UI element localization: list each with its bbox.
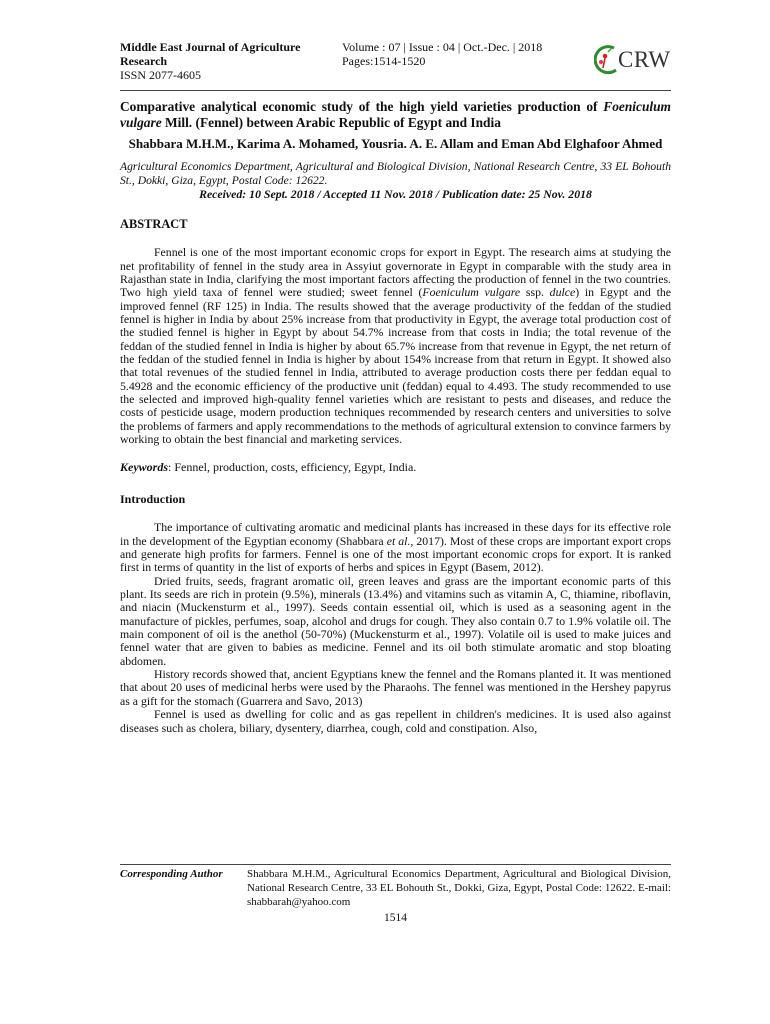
introduction-heading: Introduction: [120, 492, 186, 507]
article-title: [120, 99, 671, 130]
keywords-label: Keywords: [120, 460, 168, 475]
corresponding-label: Corresponding Author: [120, 868, 223, 880]
author-list: Shabbara M.H.M., Karima A. Mohamed, Yousria. A. E. Allam and Eman Abd Elghafoor Ahmed: [128, 136, 663, 151]
intro-paragraph-1: The importance of cultivating aromatic and medicinal plants has increased in these days for its effective role in the development of the Egyptian economy (Shabbara et al., 2017). Most of these crops are important export crops and generate high profits for farmers. Fennel is one of the most important economic crops for export. It is ranked first in terms of quantity in the list of exports of herbs and spices in Egypt (Basem, 2012).: [120, 520, 671, 575]
issn: ISSN 2077-4605: [120, 68, 202, 82]
volume-line: Volume : 07 | Issue : 04 | Oct.-Dec. | 2018: [342, 40, 543, 54]
pages-line: Pages:1514-1520: [342, 54, 426, 68]
keywords-text: : Fennel, production, costs, efficiency, Egypt, India.: [168, 460, 417, 475]
page-number: 1514: [384, 912, 407, 924]
affiliation: Agricultural Economics Department, Agricultural and Biological Division, National Research Centre, 33 EL Bohouth St., Dokki, Giza, Egypt, Postal Code: 12622.: [120, 160, 671, 187]
footnote-rule: [120, 864, 671, 865]
header-rule: [120, 90, 671, 91]
abstract-text: Fennel is one of the most important economic crops for export in Egypt. The research aims at studying the net profitability of fennel in the study area in Assyiut governorate in Egypt in comparable with the study area in Rajasthan state in India, clarifying the most important factors affecting the production of fennel in the two countries. Two high yield taxa of fennel were studied; sweet fennel (Foeniculum vulgare ssp. dulce) in Egypt and the improved fennel (RF 125) in India. The results showed that the average productivity of the feddan of the studied fennel is higher in India by about 25% increase from that productivity in Egypt, the average total production cost of the studied fennel is higher in Egypt by about 54.7% increase from that costs in India; the total revenue of the feddan of the studied fennel in India is higher by about 65.7% increase from that revenue in Egypt, the net return of the feddan of the studied fennel in India is higher by about 154% increase from that return in Egypt. It showed also that total revenues of the studied fennel in India, attributed to average production costs there per feddan equal to 5.4928 and the economic efficiency of the productive unit (feddan) equal to 4.493. The study recommended to use the selected and improved high-quality fennel varieties which are resistant to pests and diseases, and reduce the costs of pesticide usage, modern production techniques recommended by research centers and universities to solve the problems of farmers and apply recommendations to the methods of agricultural extension to convince farmers by working to obtain the best financial and marketing services.: [120, 245, 672, 446]
journal-header: [120, 40, 671, 88]
journal-info: [120, 40, 335, 82]
title-species: Foeniculum vulgare: [120, 99, 671, 130]
journal-name: Middle East Journal of Agriculture Research: [120, 40, 301, 68]
keywords: [120, 460, 671, 474]
logo-text: CRW: [618, 47, 671, 72]
received-dates: Received: 10 Sept. 2018 / Accepted 11 Nov. 2018 / Publication date: 25 Nov. 2018: [199, 187, 592, 202]
crw-logo: [594, 43, 670, 77]
intro-paragraph-3: History records showed that, ancient Egyptians knew the fennel and the Romans planted it. It was mentioned that about 20 uses of medicinal herbs were used by the Pharaohs. The fennel was mentioned in the Hershey papyrus as a gift for the stomach (Guarrera and Savo, 2013): [120, 667, 671, 708]
corresponding-text: Shabbara M.H.M., Agricultural Economics Department, Agricultural and Biological Division, National Research Centre, 33 EL Bohouth St., Dokki, Giza, Egypt, Postal Code: 12622. E-mail: shabbarah@yahoo.com: [247, 868, 671, 908]
title-text: Comparative analytical economic study of the high yield varieties production of: [120, 99, 598, 114]
title-text-2: Mill. (Fennel) between Arabic Republic of Egypt and India: [161, 114, 501, 130]
paper-page: [120, 40, 671, 735]
abstract-heading: ABSTRACT: [120, 217, 188, 232]
intro-paragraph-4: Fennel is used as dwelling for colic and as gas repellent in children's medicines. It is used also against diseases such as cholera, biliary, dysentery, diarrhea, cough, cold and constipation. Also,: [120, 707, 671, 735]
volume-info: [342, 40, 542, 68]
intro-paragraph-2: Dried fruits, seeds, fragrant aromatic oil, green leaves and grass are the important economic parts of this plant. Its seeds are rich in protein (9.5%), minerals (13.4%) and vitamins such as vitamin A, C, thiamine, riboflavin, and niacin (Muckensturm et al., 1997). Seeds contain essential oil, which is used as a seasoning agent in the manufacture of pickles, perfumes, soap, alcohol and drugs for cough. They also contain 0.7 to 1.9% volatile oil. The main component of oil is the anethol (50-70%) (Muckensturm et al., 1997). Volatile oil is used to make juices and fennel water that are given to babies as medicine. Fennel and its oil both stimulate aromatic and stop bloating abdomen.: [120, 573, 671, 668]
